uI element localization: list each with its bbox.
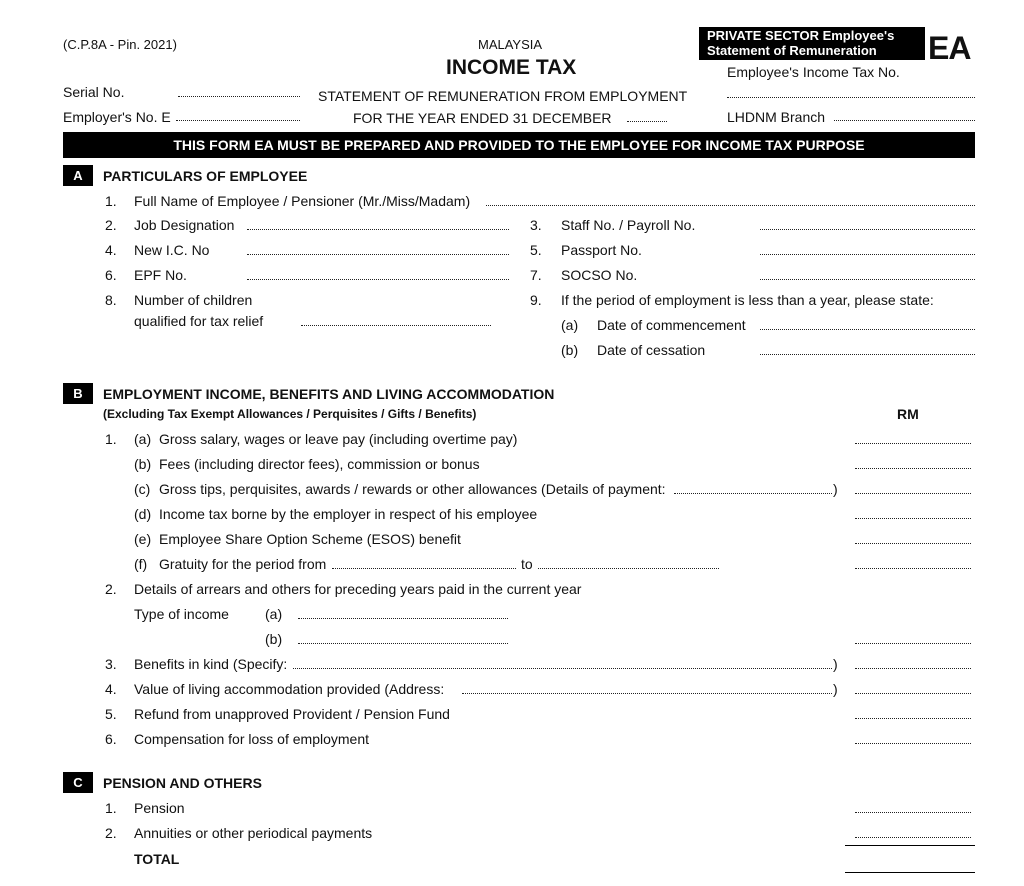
a-item-number: 3. bbox=[530, 217, 542, 233]
accommodation-address-field[interactable] bbox=[462, 693, 832, 694]
pension-amount[interactable] bbox=[855, 812, 971, 813]
tips-label: Gross tips, perquisites, awards / rewards or other allowances (Details of payment: bbox=[159, 481, 666, 497]
cessation-label: Date of cessation bbox=[597, 342, 706, 358]
passport-field[interactable] bbox=[760, 254, 975, 255]
gratuity-from-field[interactable] bbox=[332, 568, 516, 569]
b-item-number: 4. bbox=[105, 681, 117, 697]
epf-field[interactable] bbox=[247, 279, 509, 280]
tips-amount[interactable] bbox=[855, 493, 971, 494]
fees-amount[interactable] bbox=[855, 468, 971, 469]
gross-salary-amount[interactable] bbox=[855, 443, 971, 444]
a-item-number: 4. bbox=[105, 242, 117, 258]
tax-borne-amount[interactable] bbox=[855, 518, 971, 519]
page-title: INCOME TAX bbox=[446, 56, 577, 79]
type-income-b-field[interactable] bbox=[298, 643, 508, 644]
close-paren: ) bbox=[833, 656, 838, 672]
passport-label: Passport No. bbox=[561, 242, 642, 258]
branch-field[interactable] bbox=[834, 120, 975, 121]
arrears-amount[interactable] bbox=[855, 643, 971, 644]
form-type-line2: Statement of Remuneration bbox=[707, 43, 877, 58]
a-item-number: 6. bbox=[105, 267, 117, 283]
cessation-letter: (b) bbox=[561, 342, 579, 358]
children-label-2: qualified for tax relief bbox=[134, 313, 264, 329]
close-paren: ) bbox=[833, 481, 838, 497]
staff-no-label: Staff No. / Payroll No. bbox=[561, 217, 696, 233]
staff-no-field[interactable] bbox=[760, 229, 975, 230]
type-income-label: Type of income bbox=[134, 606, 229, 622]
fees-label: Fees (including director fees), commission or bonus bbox=[159, 456, 480, 472]
employer-field[interactable] bbox=[176, 120, 300, 121]
branch-label: LHDNM Branch bbox=[727, 109, 826, 125]
instruction-banner: THIS FORM EA MUST BE PREPARED AND PROVIDED TO THE EMPLOYEE FOR INCOME TAX PURPOSE bbox=[63, 132, 975, 158]
statement-subtitle: STATEMENT OF REMUNERATION FROM EMPLOYMENT bbox=[318, 88, 688, 104]
form-ea-code: EA bbox=[928, 30, 971, 66]
commencement-letter: (a) bbox=[561, 317, 579, 333]
a-item-number: 9. bbox=[530, 292, 542, 308]
refund-amount[interactable] bbox=[855, 718, 971, 719]
children-field[interactable] bbox=[301, 325, 491, 326]
benefits-kind-amount[interactable] bbox=[855, 668, 971, 669]
gratuity-amount[interactable] bbox=[855, 568, 971, 569]
gratuity-to-field[interactable] bbox=[538, 568, 719, 569]
commencement-label: Date of commencement bbox=[597, 317, 746, 333]
section-c-title: PENSION AND OTHERS bbox=[103, 775, 262, 791]
b-sub-letter: (b) bbox=[134, 456, 152, 472]
gratuity-to-label: to bbox=[521, 556, 533, 572]
a-item-number: 5. bbox=[530, 242, 542, 258]
esos-amount[interactable] bbox=[855, 543, 971, 544]
b-item-number: 5. bbox=[105, 706, 117, 722]
period-label: If the period of employment is less than a year, please state: bbox=[561, 292, 934, 308]
commencement-field[interactable] bbox=[760, 329, 975, 330]
ic-no-field[interactable] bbox=[247, 254, 509, 255]
form-type-line1: PRIVATE SECTOR Employee's bbox=[707, 28, 895, 43]
benefits-kind-label: Benefits in kind (Specify: bbox=[134, 656, 288, 672]
tax-no-field[interactable] bbox=[727, 97, 975, 98]
serial-label: Serial No. bbox=[63, 84, 125, 100]
b-item-number: 6. bbox=[105, 731, 117, 747]
section-a-title: PARTICULARS OF EMPLOYEE bbox=[103, 168, 308, 184]
b-sub-letter: (f) bbox=[134, 556, 148, 572]
compensation-amount[interactable] bbox=[855, 743, 971, 744]
full-name-field[interactable] bbox=[486, 205, 975, 206]
section-c-badge: C bbox=[63, 772, 93, 793]
b-item-number: 2. bbox=[105, 581, 117, 597]
employer-label: Employer's No. E bbox=[63, 109, 171, 125]
b-item-number: 3. bbox=[105, 656, 117, 672]
job-designation-field[interactable] bbox=[247, 229, 509, 230]
section-a-badge: A bbox=[63, 165, 93, 186]
a-item-number: 7. bbox=[530, 267, 542, 283]
year-field[interactable] bbox=[627, 121, 667, 122]
total-rule-top bbox=[845, 845, 975, 846]
arrears-label: Details of arrears and others for preceding years paid in the current year bbox=[134, 581, 582, 597]
ic-no-label: New I.C. No bbox=[134, 242, 210, 258]
refund-label: Refund from unapproved Provident / Pension Fund bbox=[134, 706, 450, 722]
annuities-label: Annuities or other periodical payments bbox=[134, 825, 373, 841]
b-sub-letter: (a) bbox=[134, 431, 152, 447]
a-item-number: 8. bbox=[105, 292, 117, 308]
gross-salary-label: Gross salary, wages or leave pay (including overtime pay) bbox=[159, 431, 518, 447]
section-b-badge: B bbox=[63, 383, 93, 404]
form-code: (C.P.8A - Pin. 2021) bbox=[63, 37, 177, 52]
compensation-label: Compensation for loss of employment bbox=[134, 731, 369, 747]
b-item-number: 1. bbox=[105, 431, 117, 447]
children-label: Number of children bbox=[134, 292, 253, 308]
close-paren: ) bbox=[833, 681, 838, 697]
b-sub-letter: (d) bbox=[134, 506, 152, 522]
accommodation-label: Value of living accommodation provided (Address: bbox=[134, 681, 445, 697]
c-item-number: 1. bbox=[105, 800, 117, 816]
accommodation-amount[interactable] bbox=[855, 693, 971, 694]
form-type-box bbox=[699, 27, 925, 60]
b-sub-letter: (c) bbox=[134, 481, 151, 497]
type-income-a: (a) bbox=[265, 606, 283, 622]
serial-field[interactable] bbox=[178, 96, 300, 97]
tax-no-label: Employee's Income Tax No. bbox=[727, 64, 900, 80]
type-income-b: (b) bbox=[265, 631, 283, 647]
esos-label: Employee Share Option Scheme (ESOS) benefit bbox=[159, 531, 461, 547]
annuities-amount[interactable] bbox=[855, 837, 971, 838]
type-income-a-field[interactable] bbox=[298, 618, 508, 619]
cessation-field[interactable] bbox=[760, 354, 975, 355]
tips-details-field[interactable] bbox=[674, 493, 832, 494]
job-designation-label: Job Designation bbox=[134, 217, 235, 233]
b-sub-letter: (e) bbox=[134, 531, 152, 547]
currency-header: RM bbox=[897, 406, 919, 422]
socso-label: SOCSO No. bbox=[561, 267, 638, 283]
epf-label: EPF No. bbox=[134, 267, 187, 283]
section-b-title: EMPLOYMENT INCOME, BENEFITS AND LIVING ACCOMMODATION bbox=[103, 386, 555, 402]
total-rule-bottom bbox=[845, 872, 975, 873]
benefits-kind-field[interactable] bbox=[293, 668, 832, 669]
a-item-number: 1. bbox=[105, 193, 117, 209]
gratuity-label: Gratuity for the period from bbox=[159, 556, 327, 572]
total-label: TOTAL bbox=[134, 851, 180, 867]
year-line: FOR THE YEAR ENDED 31 DECEMBER bbox=[353, 110, 612, 126]
section-b-note: (Excluding Tax Exempt Allowances / Perquisites / Gifts / Benefits) bbox=[103, 407, 477, 421]
a-item-number: 2. bbox=[105, 217, 117, 233]
pension-label: Pension bbox=[134, 800, 185, 816]
country-label: MALAYSIA bbox=[478, 37, 543, 52]
tax-borne-label: Income tax borne by the employer in respect of his employee bbox=[159, 506, 538, 522]
socso-field[interactable] bbox=[760, 279, 975, 280]
c-item-number: 2. bbox=[105, 825, 117, 841]
full-name-label: Full Name of Employee / Pensioner (Mr./Miss/Madam) bbox=[134, 193, 471, 209]
